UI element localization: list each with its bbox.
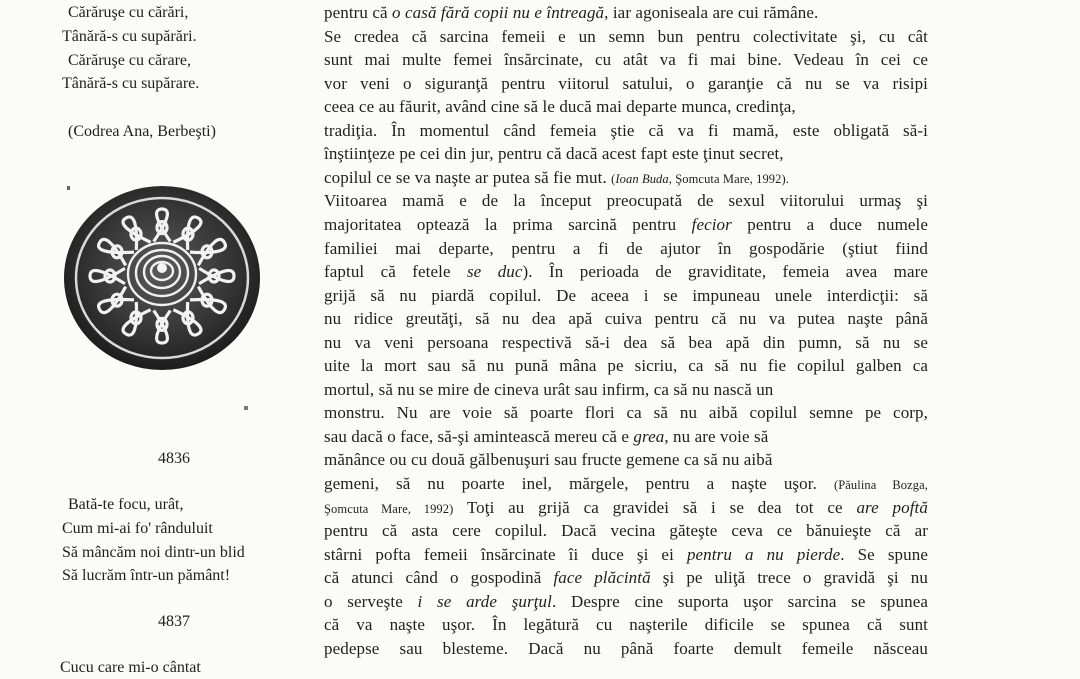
prose-line: faptul că fetele se duc). În perioada de graviditate, femeia avea mare	[324, 262, 928, 282]
prose-line: că atunci când o gospodină face plăcintă şi pe uliţă trece o gravidă şi nu	[324, 568, 928, 588]
prose-line: că va naşte uşor. În legătură cu naşterile dificile se spunea că sunt	[324, 615, 928, 635]
prose-line: uite la mort sau să nu pună mâna pe sicriu, ca să nu fie copilul galben ca	[324, 356, 928, 376]
prose-line: ceea ce au făurit, având cine să le ducă mai departe munca, credinţa,	[324, 97, 796, 117]
source-citation: Şomcuta Mare, 1992)	[324, 501, 454, 516]
verse-line: Cărăruşe cu cărări,	[68, 4, 189, 21]
prose-line: Viitoarea mamă e de la început preocupată de sexul viitorului urmaş şi	[324, 191, 928, 211]
prose-line: gemeni, să nu poarte inel, mărgele, pentru a naşte uşor. (Păulina Bozga,	[324, 474, 929, 493]
verse-line: Tânără-s cu supărări.	[62, 28, 197, 45]
decorated-disc-illustration	[62, 172, 262, 416]
italic-term: pentru a nu pierde	[686, 544, 841, 564]
prose-line: grijă să nu piardă copilul. De aceea i se impuneau unele interdicţii: să	[324, 285, 928, 305]
prose-line: mortul, să nu se mire de cineva urât sau infirm, ca să nu nască un	[324, 379, 774, 399]
poem-number: 4837	[158, 613, 190, 630]
poem-number: 4836	[158, 450, 190, 467]
prose-line: nu va veni persoana respectivă să-i dea să bea apă din pumn, să nu se	[324, 332, 928, 352]
verse-line: Tânără-s cu supărare.	[62, 75, 200, 92]
verse-line: Să lucrăm într-un pământ!	[62, 567, 231, 584]
prose-line: tradiţia. În momentul când femeia ştie că va fi mamă, este obligată să-i	[324, 120, 928, 140]
italic-term: fecior	[691, 214, 732, 234]
prose-line: sunt mai multe femei însărcinate, cu atât va fi mai bine. Vedeau în cei ce	[324, 50, 928, 70]
prose-line: monstru. Nu are voie să poarte flori ca să nu aibă copilul semne pe corp,	[324, 403, 928, 423]
prose-line: sau dacă o face, să-şi amintească mereu că e grea, nu are voie să	[324, 426, 769, 446]
source-citation: (Păulina Bozga,	[833, 478, 929, 492]
prose-line: familiei mai departe, pentru a fi de ajutor în gospodărie (ştiut fiind	[324, 238, 928, 258]
prose-line: nu ridice greutăţi, să nu dea apă cuiva pentru că nu va putea naşte până	[324, 309, 928, 329]
prose-line: o serveşte i se arde şurţul. Despre cine suporta uşor sarcina se spunea	[324, 591, 929, 611]
italic-term: face plăcintă	[553, 568, 651, 588]
verse-line: Bată-te focu, urât,	[68, 496, 184, 513]
verse-line: Cărăruşe cu cărare,	[68, 52, 192, 69]
verse-line: Să mâncăm noi dintr-un blid	[62, 544, 245, 561]
prose-line: înştiinţeze pe cei din jur, pentru că dacă acest fapt este ţinut secret,	[324, 144, 784, 164]
prose-column	[322, 0, 932, 675]
prose-line: Şomcuta Mare, 1992) Toţi au grijă ca gravidei să i se dea tot ce are poftă	[324, 497, 928, 517]
verse-attribution: (Codrea Ana, Berbeşti)	[68, 123, 216, 140]
prose-line: mănânce ou cu două gălbenuşuri sau fructe gemene ca să nu aibă	[324, 450, 773, 470]
prose-line: stârni pofta femeii însărcinate îi duce şi ei pentru a nu pierde. Se spune	[324, 544, 928, 564]
source-citation: (Ioan Buda, Şomcuta Mare, 1992).	[611, 171, 789, 186]
prose-line: pentru că o casă fără copii nu e întreagă, iar agoniseala are cui rămâne.	[324, 3, 819, 22]
prose-line: pentru că asta cere copilul. Dacă vecina găteşte ceva ce bănuieşte că ar	[324, 521, 928, 541]
prose-line: Se credea că sarcina femeii e un semn bun pentru colectivitate şi, cu cât	[324, 26, 928, 46]
verse-line: Cum mi-ai fo' rânduluit	[62, 520, 213, 537]
left-column	[0, 0, 305, 675]
prose-line: copilul ce se va naşte ar putea să fie mut. (Ioan Buda, Şomcuta Mare, 1992).	[324, 167, 789, 187]
italic-term: se duc	[466, 262, 523, 282]
prose-line: vor veni o siguranţă pentru viitorul satului, o garanţie că nu se va risipi	[324, 73, 928, 93]
verse-line: Cucu care mi-o cântat	[60, 659, 201, 676]
prose-line: pedepse sau blesteme. Dacă nu până foarte demult femeile născeau	[324, 638, 928, 658]
italic-term: are poftă	[856, 497, 928, 517]
italic-term: i se arde şurţul	[417, 591, 552, 611]
italic-term: grea	[633, 426, 665, 446]
italic-term: o casă fără copii nu e întreagă	[392, 3, 605, 22]
prose-line: majoritatea optează la prima sarcină pentru fecior pentru a duce numele	[324, 214, 928, 234]
